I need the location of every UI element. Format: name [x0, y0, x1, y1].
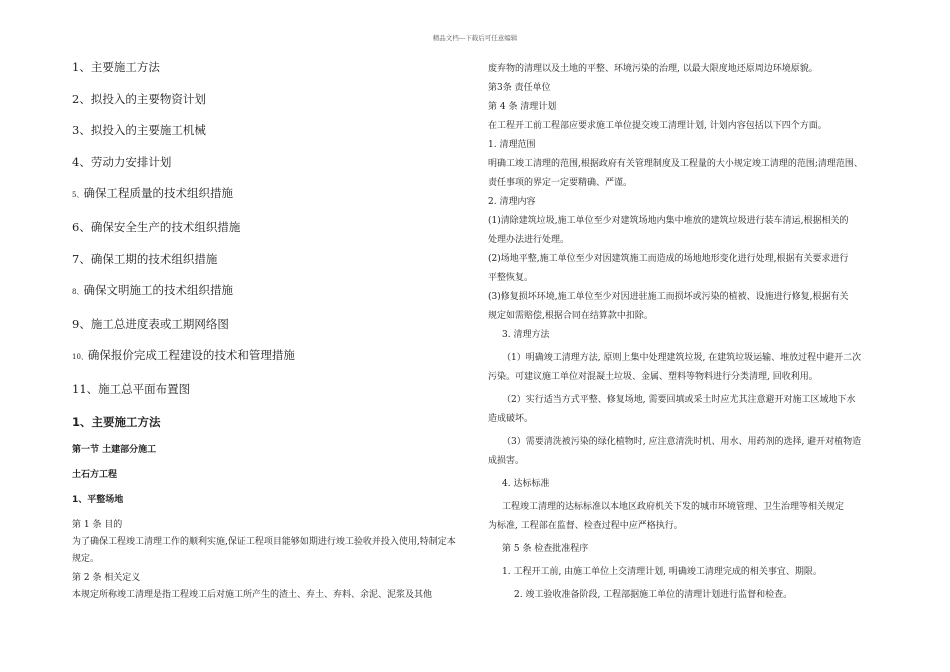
toc-item-number: 7、 [72, 251, 91, 266]
toc-item-text: 主要施工方法 [90, 60, 160, 74]
method-1-line-1: （1）明确竣工清理方法, 原则上集中处理建筑垃圾, 在建筑垃圾运输、堆放过程中避开二次 [502, 353, 862, 363]
table-of-contents [72, 60, 464, 396]
toc-item-text: 确保工期的技术组织措施 [90, 251, 218, 266]
standard-line-1: 工程竣工清理的达标标准以本地区政府机关下发的城市环境管理、卫生治理等相关规定 [502, 502, 845, 512]
toc-item [72, 382, 464, 396]
article-3-title: 第3条 责任单位 [488, 83, 551, 93]
article-1-text: 为了确保工程竣工清理工作的顺利实施,保证工程项目能够如期进行竣工验收并投入使用,特制定本规定。 [72, 536, 456, 564]
content-1-line-2: 处理办法进行处理。 [488, 235, 570, 245]
method-1-line-2: 污染。可建议施工单位对混凝土垃圾、金属、塑料等物料进行分类清理, 回收利用。 [488, 372, 818, 382]
toc-item-number: 11、 [72, 381, 99, 396]
content-title: 2. 清理内容 [488, 197, 536, 207]
content-3-line-2: 规定如需赔偿,根据合同在结算款中扣除。 [488, 311, 653, 321]
toc-item [72, 348, 464, 364]
method-2-line-1: （2）实行适当方式平整、修复场地, 需要回填或采土时应尤其注意避开对施工区域地下水 [502, 395, 856, 405]
procedure-2: 2. 竣工验收准备阶段, 工程部据施工单位的清理计划进行监督和检查。 [514, 590, 793, 600]
toc-item [72, 60, 464, 74]
toc-item-number: 4、 [72, 154, 91, 169]
continuation-text: 废弃物的清理以及土地的平整、环境污染的治理, 以最大限度地还原周边环境原貌。 [488, 64, 818, 74]
section-title: 1、主要施工方法 [72, 414, 161, 429]
toc-item-text: 拟投入的主要物资计划 [90, 91, 206, 106]
toc-item [72, 186, 464, 202]
content-2-line-2: 平整恢复。 [488, 273, 534, 283]
toc-item-number: 1、 [72, 60, 91, 74]
toc-item-number: 5、 [72, 191, 84, 200]
content-1-line-1: (1)清除建筑垃圾,施工单位至少对建筑场地内集中堆放的建筑垃圾进行装车清运,根据相关的 [488, 216, 849, 226]
toc-item-number: 3、 [72, 123, 91, 138]
toc-item-number: 8、 [72, 288, 84, 297]
toc-item-text: 施工总进度表或工期网络图 [90, 316, 229, 331]
article-2-title: 第 2 条 相关定义 [72, 572, 141, 583]
scope-line-2: 责任事项的界定一定要精确、严谨。 [488, 178, 633, 188]
article-4-text: 在工程开工前工程部应要求施工单位提交竣工清理计划, 计划内容包括以下四个方面。 [488, 121, 827, 131]
standard-title: 4. 达标标准 [502, 479, 550, 489]
toc-item-text: 施工总平面布置图 [98, 381, 191, 396]
toc-item-text: 确保工程质量的技术组织措施 [83, 186, 233, 201]
method-2-line-2: 造成破坏。 [488, 414, 534, 424]
toc-item [72, 123, 464, 137]
section-node: 第一节 土建部分施工 [72, 444, 157, 455]
toc-item-text: 劳动力安排计划 [90, 154, 172, 169]
toc-item [72, 283, 464, 299]
toc-item-text: 确保文明施工的技术组织措施 [83, 283, 233, 298]
toc-item-number: 9、 [72, 316, 91, 331]
standard-line-2: 为标准, 工程部在监督、检查过程中应严格执行。 [488, 521, 683, 531]
procedure-1: 1. 工程开工前, 由施工单位上交清理计划, 明确竣工清理完成的相关事宜、期限。 [502, 567, 822, 577]
toc-item [72, 317, 464, 331]
content-2-line-1: (2)场地平整,施工单位至少对因建筑施工而造成的场地地形变化进行处理,根据有关要求进行 [488, 254, 849, 264]
toc-item [72, 220, 464, 234]
method-title: 3. 清理方法 [502, 330, 550, 340]
subheading-leveling: 1、平整场地 [72, 494, 124, 505]
article-4-title: 第 4 条 清理计划 [488, 102, 557, 112]
article-2-text: 本规定所称竣工清理是指工程竣工后对施工所产生的渣土、弃土、弃料、余泥、泥浆及其他 [72, 589, 433, 600]
toc-item-number: 6、 [72, 219, 91, 234]
toc-item [72, 92, 464, 106]
scope-line-1: 明确工竣工清理的范围,根据政府有关管理制度及工程量的大小规定竣工清理的范围;清理范围、 [488, 159, 863, 169]
article-1-title: 第 1 条 目的 [72, 519, 123, 530]
scope-title: 1. 清理范围 [488, 140, 536, 150]
method-3-line-2: 成损害。 [488, 456, 525, 466]
header-note: 精品文档---下载后可任意编辑 [432, 34, 518, 42]
right-column [488, 60, 888, 605]
toc-item-number: 10、 [72, 353, 88, 362]
subheading-earthwork: 土石方工程 [72, 469, 118, 480]
toc-item-text: 确保安全生产的技术组织措施 [90, 219, 241, 234]
toc-item-text: 确保报价完成工程建设的技术和管理措施 [87, 348, 295, 363]
content-3-line-1: (3)修复损坏环境,施工单位至少对因进驻施工而损坏或污染的植被、设施进行修复,根据有关 [488, 292, 849, 302]
toc-item [72, 155, 464, 169]
left-column [72, 60, 464, 604]
toc-item-number: 2、 [72, 91, 91, 106]
article-5-title: 第 5 条 检查批准程序 [502, 544, 589, 554]
toc-item [72, 252, 464, 266]
toc-item-text: 拟投入的主要施工机械 [90, 123, 206, 138]
method-3-line-1: （3）需要清洗被污染的绿化植物时, 应注意清洗时机、用水、用药剂的选择, 避开对植物造 [502, 437, 862, 447]
